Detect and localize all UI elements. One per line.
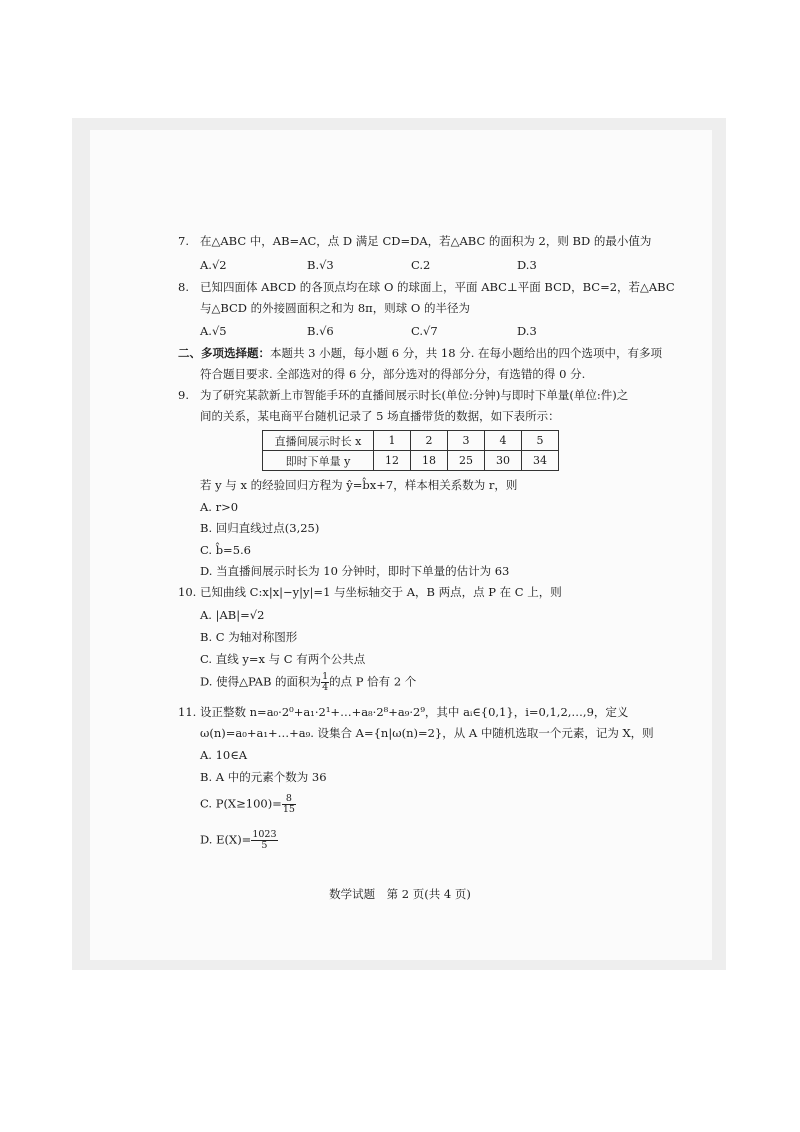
table-cell: 3 [448, 431, 485, 451]
question-9 [178, 388, 628, 402]
question-7 [178, 234, 651, 248]
option-c-prefix: C. P(X≥100)= [200, 796, 282, 811]
option-c: C.2 [411, 258, 431, 272]
question-9-line-3: 若 y 与 x 的经验回归方程为 ŷ=b̂x+7，样本相关系数为 r，则 [200, 478, 518, 492]
option-d: D. 当直播间展示时长为 10 分钟时，即时下单量的估计为 63 [200, 564, 510, 578]
fraction-numerator: 1 [322, 671, 329, 682]
table-cell: 30 [485, 451, 522, 471]
option-d: D.3 [517, 324, 537, 338]
table-cell: 5 [522, 431, 559, 451]
table-cell: 18 [411, 451, 448, 471]
option-b: B.√6 [307, 324, 334, 338]
question-9-line-2: 间的关系，某电商平台随机记录了 5 场直播带货的数据，如下表所示： [200, 409, 560, 423]
fraction-numerator: 8 [282, 794, 296, 805]
option-a: A.√2 [200, 258, 227, 272]
question-number: 10. [178, 585, 197, 599]
table-header-cell: 即时下单量 y [263, 451, 374, 471]
option-d-prefix: D. E(X)= [200, 832, 252, 847]
option-d-suffix: 的点 P 恰有 2 个 [329, 674, 417, 689]
table-cell: 2 [411, 431, 448, 451]
fraction-denominator: 4 [322, 682, 329, 693]
question-text-line-1: 为了研究某款新上市智能手环的直播间展示时长(单位:分钟)与即时下单量(单位:件)之 [200, 388, 629, 402]
section-2-heading [178, 346, 662, 360]
fraction-numerator: 1023 [252, 829, 277, 840]
option-a: A. r>0 [200, 500, 239, 514]
question-text: 在△ABC 中，AB=AC，点 D 满足 CD=DA，若△ABC 的面积为 2，则 BD 的最小值为 [200, 234, 652, 248]
option-d [200, 672, 416, 693]
option-c [200, 794, 296, 815]
question-8-line-2: 与△BCD 的外接圆面积之和为 8π，则球 O 的半径为 [200, 301, 470, 315]
question-number: 11. [178, 705, 197, 719]
fraction [321, 672, 329, 693]
page-footer: 数学试题 第 2 页(共 4 页) [329, 887, 471, 901]
table-cell: 25 [448, 451, 485, 471]
fraction-denominator: 5 [261, 840, 268, 851]
table-cell: 34 [522, 451, 559, 471]
option-a: A. |AB|=√2 [200, 608, 265, 622]
section-instructions-line-2: 符合题目要求. 全部选对的得 6 分，部分选对的得部分分，有选错的得 0 分. [200, 367, 586, 381]
table-cell: 12 [374, 451, 411, 471]
question-number: 9. [178, 388, 189, 402]
table-row [263, 451, 559, 471]
table-cell: 1 [374, 431, 411, 451]
fraction [251, 830, 277, 851]
option-d: D.3 [517, 258, 537, 272]
section-title: 二、多项选择题： [178, 346, 270, 360]
paper-page [90, 130, 712, 960]
question-11-line-2: ω(n)=a₀+a₁+…+a₉. 设集合 A={n|ω(n)=2}，从 A 中随机选取一个元素，记为 X，则 [200, 726, 654, 740]
question-number: 8. [178, 280, 189, 294]
option-b: B. A 中的元素个数为 36 [200, 770, 327, 784]
data-table [262, 430, 559, 471]
fraction-denominator: 15 [282, 804, 295, 815]
question-10 [178, 585, 562, 599]
option-c: C.√7 [411, 324, 438, 338]
option-d [200, 830, 278, 851]
option-a: A.√5 [200, 324, 227, 338]
question-11 [178, 705, 628, 719]
question-number: 7. [178, 234, 189, 248]
table-cell: 4 [485, 431, 522, 451]
option-c: C. 直线 y=x 与 C 有两个公共点 [200, 652, 366, 666]
option-b: B. C 为轴对称图形 [200, 630, 298, 644]
table-header-cell: 直播间展示时长 x [263, 431, 374, 451]
section-instructions-line-1: 本题共 3 小题，每小题 6 分，共 18 分. 在每小题给出的四个选项中，有多项 [270, 346, 663, 360]
question-8 [178, 280, 675, 294]
option-d-prefix: D. 使得△PAB 的面积为 [200, 674, 322, 689]
question-text-line-1: 设正整数 n=a₀·2⁰+a₁·2¹+…+a₈·2⁸+a₉·2⁹，其中 aᵢ∈{0,1}，i=0,1,2,…,9，定义 [200, 705, 629, 719]
question-text: 已知曲线 C:x|x|−y|y|=1 与坐标轴交于 A，B 两点，点 P 在 C 上，则 [200, 585, 562, 599]
option-b: B.√3 [307, 258, 334, 272]
question-text-line-1: 已知四面体 ABCD 的各顶点均在球 O 的球面上，平面 ABC⊥平面 BCD，BC=2，若△ABC [200, 280, 675, 294]
option-a: A. 10∈A [200, 748, 248, 762]
table-row [263, 431, 559, 451]
option-b: B. 回归直线过点(3,25) [200, 521, 320, 535]
fraction [282, 794, 296, 815]
option-c: C. b̂=5.6 [200, 543, 251, 557]
